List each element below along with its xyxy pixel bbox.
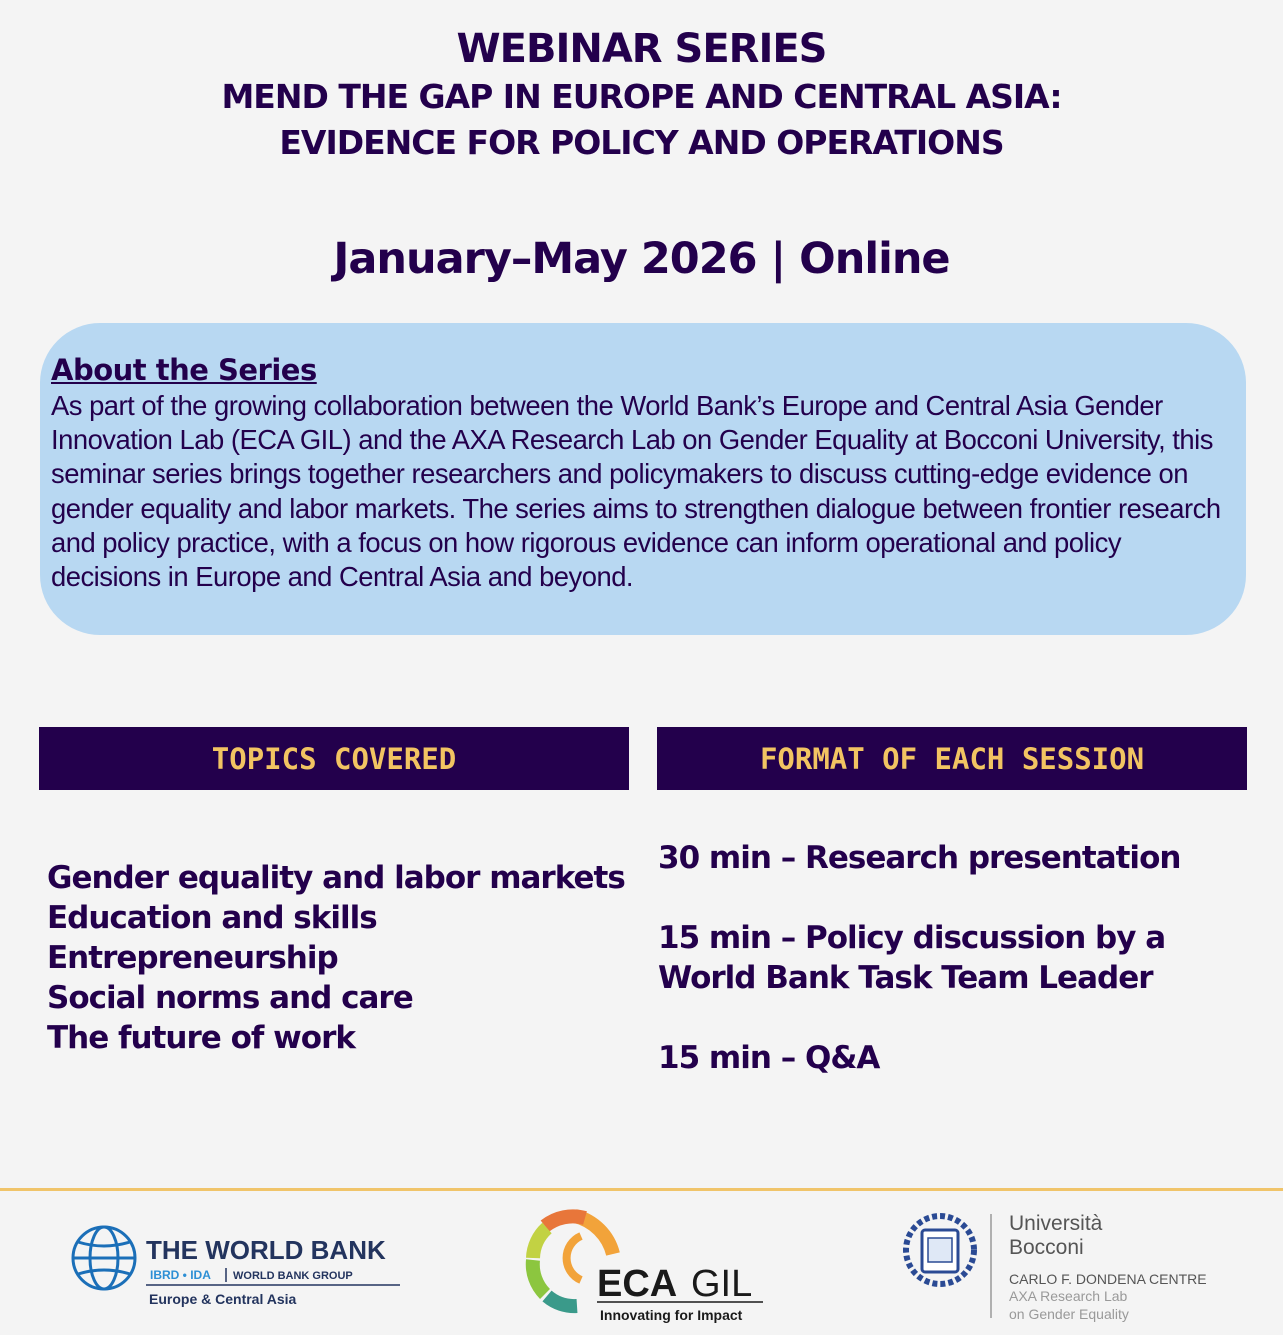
topic-item: Social norms and care <box>47 980 413 1016</box>
eca-text: ECA <box>597 1263 678 1305</box>
bocconi-centre: CARLO F. DONDENA CENTRE <box>1009 1271 1207 1287</box>
about-body: As part of the growing collaboration between the World Bank’s Europe and Central Asia Gender Innovation Lab (ECA GIL) and the AXA Research Lab on Gender Equality at Bocconi University, this seminar series brings together researchers and policymakers to discuss cutting-edge evidence on gender equality and labor markets. The series aims to strengthen dialogue between frontier research and policy practice, with a focus on how rigorous evidence can inform operational and policy decisions in Europe and Central Asia and beyond. <box>51 390 1221 593</box>
world-bank-name: THE WORLD BANK <box>146 1235 386 1265</box>
bocconi-lab-line2: on Gender Equality <box>1009 1306 1129 1322</box>
bocconi-lab-line1: AXA Research Lab <box>1009 1288 1128 1304</box>
bocconi-name: Bocconi <box>1009 1236 1084 1259</box>
world-bank-region: Europe & Central Asia <box>149 1291 297 1307</box>
about-title: About the Series <box>51 353 317 387</box>
bocconi-universita: Università <box>1009 1212 1103 1235</box>
topic-item: The future of work <box>47 1020 355 1056</box>
format-item: 15 min – Q&A <box>658 1040 880 1076</box>
globe-icon <box>73 1227 135 1289</box>
gil-text: GIL <box>691 1263 753 1305</box>
eca-gil-logo <box>505 1196 775 1326</box>
series-subtitle-line1: MEND THE GAP IN EUROPE AND CENTRAL ASIA: <box>221 77 1062 116</box>
world-bank-ibrd: IBRD • IDA <box>150 1268 211 1282</box>
format-heading: FORMAT OF EACH SESSION <box>657 727 1247 790</box>
topic-item: Gender equality and labor markets <box>47 860 625 896</box>
topics-list <box>47 858 625 1058</box>
format-item: 15 min – Policy discussion by a World Bank Task Team Leader <box>658 920 1166 996</box>
eca-gil-tagline: Innovating for Impact <box>600 1307 743 1323</box>
world-bank-group: WORLD BANK GROUP <box>233 1270 353 1282</box>
bocconi-crest-icon <box>906 1216 974 1284</box>
world-bank-logo <box>70 1222 410 1312</box>
format-item: 30 min – Research presentation <box>658 840 1181 876</box>
date-location: January–May 2026 | Online <box>333 234 950 284</box>
about-section <box>40 323 1246 635</box>
topics-heading: TOPICS COVERED <box>39 727 629 790</box>
header <box>0 24 1283 166</box>
series-title: WEBINAR SERIES <box>456 26 827 72</box>
topic-item: Entrepreneurship <box>47 940 338 976</box>
footer-divider <box>0 1188 1283 1191</box>
topic-item: Education and skills <box>47 900 377 936</box>
bocconi-logo <box>898 1208 1258 1328</box>
format-list <box>658 838 1238 1118</box>
series-subtitle-line2: EVIDENCE FOR POLICY AND OPERATIONS <box>279 123 1004 162</box>
